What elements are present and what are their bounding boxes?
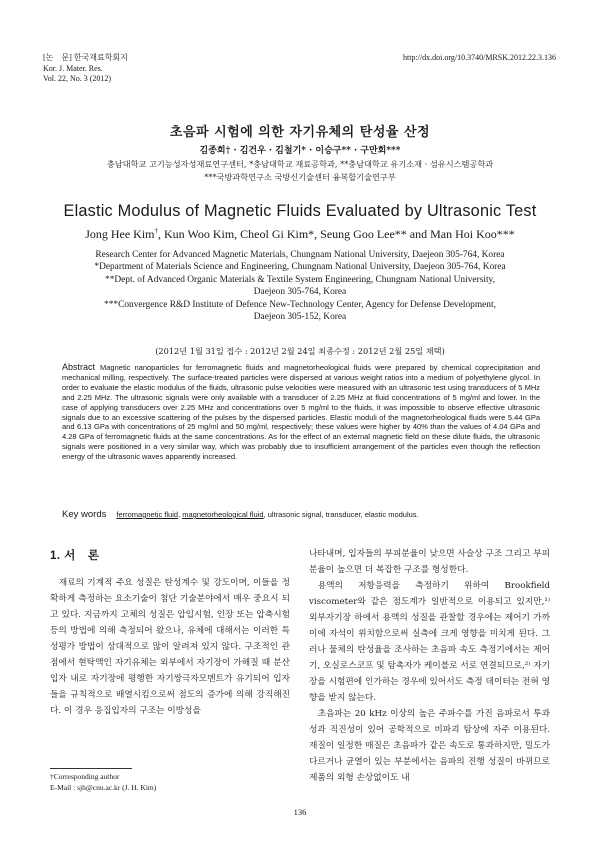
title-korean: 초음파 시험에 의한 자기유체의 탄성율 산정 xyxy=(169,125,431,140)
keywords xyxy=(62,509,540,520)
affiliation-ko-line: ***국방과학연구소 국방신기술센터 융복합기술연구부 xyxy=(204,172,396,182)
abstract-label: Abstract xyxy=(62,362,96,372)
footnote-corresponding: †Corresponding author xyxy=(50,772,120,781)
keywords-label: Key words xyxy=(62,509,107,520)
doi-link[interactable]: http://dx.doi.org/10.3740/MRSK.2012.22.3.136 xyxy=(403,53,556,62)
journal-volume: Vol. 22, No. 3 (2012) xyxy=(43,74,112,83)
keyword-separator: , xyxy=(178,510,183,519)
body-right-column xyxy=(309,546,550,786)
journal-abbreviation: Kor. J. Mater. Res. xyxy=(43,63,103,73)
affiliations-korean xyxy=(0,158,600,184)
affiliation-en-line: *Department of Materials Science and Engineering, Chungnam National University, Daejeon 305-764, Korea xyxy=(94,262,506,273)
abstract xyxy=(62,363,540,462)
affiliation-ko-line: 충남대학교 고기능성자성재료연구센터, *충남대학교 재료공학과, **충남대학교 유기소재 · 섬유시스템공학과 xyxy=(106,159,494,169)
first-author: Jong Hee Kim xyxy=(85,227,155,241)
journal-header xyxy=(43,53,128,85)
paragraph: 초음파는 20 kHz 이상의 높은 주파수를 가진 음파로서 투과성과 직진성이 있어 공학적으로 비파괴 탐상에 자주 이용된다. 재질이 일정한 매질은 초음파가 같은 속도로 통과하지만, 밀도가 다르거나 균열이 있는 부분에서는 음파의 진행 성질이 바뀌므로 제품의 외형 손상없이도 내 xyxy=(309,709,550,783)
paragraph: 재료의 기계적 주요 성질은 탄성계수 및 강도이며, 이들을 정확하게 측정하는 요소기술이 첨단 기술분야에서 매우 중요시 되고 있다. 지금까지 고체의 성질은 압입시험, 인장 또는 압축시험 등의 방법에 의해 측정되어 왔으나, 유체에 대해서는 이러한 특성평가 방법이 상대적으로 많이 알려져 있지 않다. 구조적인 관점에서 현탁액인 자기유체는 외부에서 자기장이 가해질 때 분산입자 내로 자기장에 평행한 자기쌍극자모멘트가 유기되어 입자들을 규칙적으로 배열시킴으로써 점도의 증가에 의해 강직해진다. 이 경우 응집입자의 구조는 이방성을 xyxy=(50,578,290,716)
affiliation-en-line: Daejeon 305-764, Korea xyxy=(253,287,347,298)
keyword-link[interactable]: ferromagnetic fluid xyxy=(116,510,179,519)
affiliations-english xyxy=(55,249,545,323)
affiliation-en-line: ***Convergence R&D Institute of Defence New-Technology Center, Agency for Defense Development, xyxy=(104,299,496,310)
keywords-rest: , ultrasonic signal, transducer, elastic modulus. xyxy=(263,510,419,519)
authors-korean: 김종희† · 김건우 · 김철기* · 이승구** · 구만회*** xyxy=(199,146,401,156)
title-english: Elastic Modulus of Magnetic Fluids Evaluated by Ultrasonic Test xyxy=(63,202,537,220)
keyword-link[interactable]: magnetorheological fluid xyxy=(182,510,264,519)
affiliation-en-line: Daejeon 305-152, Korea xyxy=(253,312,347,323)
other-authors: , Kun Woo Kim, Cheol Gi Kim*, Seung Goo Lee** and Man Hoi Koo*** xyxy=(158,227,515,241)
footnote xyxy=(50,771,156,793)
corresponding-dagger: † xyxy=(154,227,159,235)
paragraph: 나타내며, 입자들의 부피분율이 낮으면 사슬상 구조 그리고 부피분율이 높으면 더 복잡한 구조를 형성한다. xyxy=(309,549,550,575)
journal-name: [논 문] 한국재료학회지 xyxy=(43,53,128,62)
affiliation-en-line: **Dept. of Advanced Organic Materials & Textile System Engineering, Chungnam National University, xyxy=(105,274,495,285)
abstract-text: Magnetic nanoparticles for ferromagnetic fluids and magnetorheological fluids were prepared by chemical coprecipitation and mechanical milling, respectively. The surface-treated particles were dispersed at various weight ratios into a medium of polyethylene glycol. In order to evaluate the elastic modulus of the fluids, ultrasonic pulse velocities were measured with an ultrasonic test using transducers of 5 MHz and 2.25 MHz. The ultrasonic signals were only available with a transducer of 2.25 MHz at fluid concentrations of 5 mg/ml and lower. In the case of applying transducers over 2.25 MHz and concentrations over 5 mg/ml to the fluids, it was impossible to observe effective ultrasonic signals due to an excessive scattering of the pulses by the dispersed particles. Elastic moduli of the magnetorheological fluids were 5.44 GPa and 6.13 GPa with concentrations of 25 mg/ml and 50 mg/ml, respectively; these values were higher by 40% than the values of 4.04 GPa and 4.28 GPa of ferromagnetic fluids at the same concentrations. As for the effect of an external magnetic field on these dilute fluids, the ultrasonic signals were positioned in a very similar way, which was probably due to insufficient arrangement of the particles even though the reflection energy of the ultrasonic waves apparently increased. xyxy=(62,363,540,462)
footnote-divider xyxy=(50,768,132,769)
footnote-email: E-Mail : sjh@cnu.ac.kr (J. H. Kim) xyxy=(50,783,157,792)
submission-dates: (2012년 1월 31일 접수 : 2012년 2월 24일 최종수정 : 2012년 2월 25일 채택) xyxy=(155,346,445,356)
authors-english xyxy=(0,227,600,242)
page-number: 136 xyxy=(293,807,307,817)
affiliation-en-line: Research Center for Advanced Magnetic Materials, Chungnam National University, Daejeon 305-764, Korea xyxy=(95,250,505,260)
body-left-column xyxy=(50,575,290,719)
paragraph: 용액의 저항응력을 측정하기 위하여 Brookfield viscometer와 같은 점도계가 일반적으로 이용되고 있지만,¹⁾ 외부자기장 하에서 용액의 성질을 관찰할 경우에는 제어기 가까이에 자석이 위치함으로써 실측에 크게 영향을 미치게 된다. 그러나 물체의 탄성율을 조사하는 초음파 속도 측정기에서는 제어기, 오실로스코프 및 탐촉자가 케이블로 서로 연결되므로,²⁾ 자기장을 시험편에 인가하는 경우에 있어서도 측정 데이터는 전혀 영향을 받지 않는다. xyxy=(309,581,550,703)
section-heading-introduction: 1. 서 론 xyxy=(50,550,100,562)
